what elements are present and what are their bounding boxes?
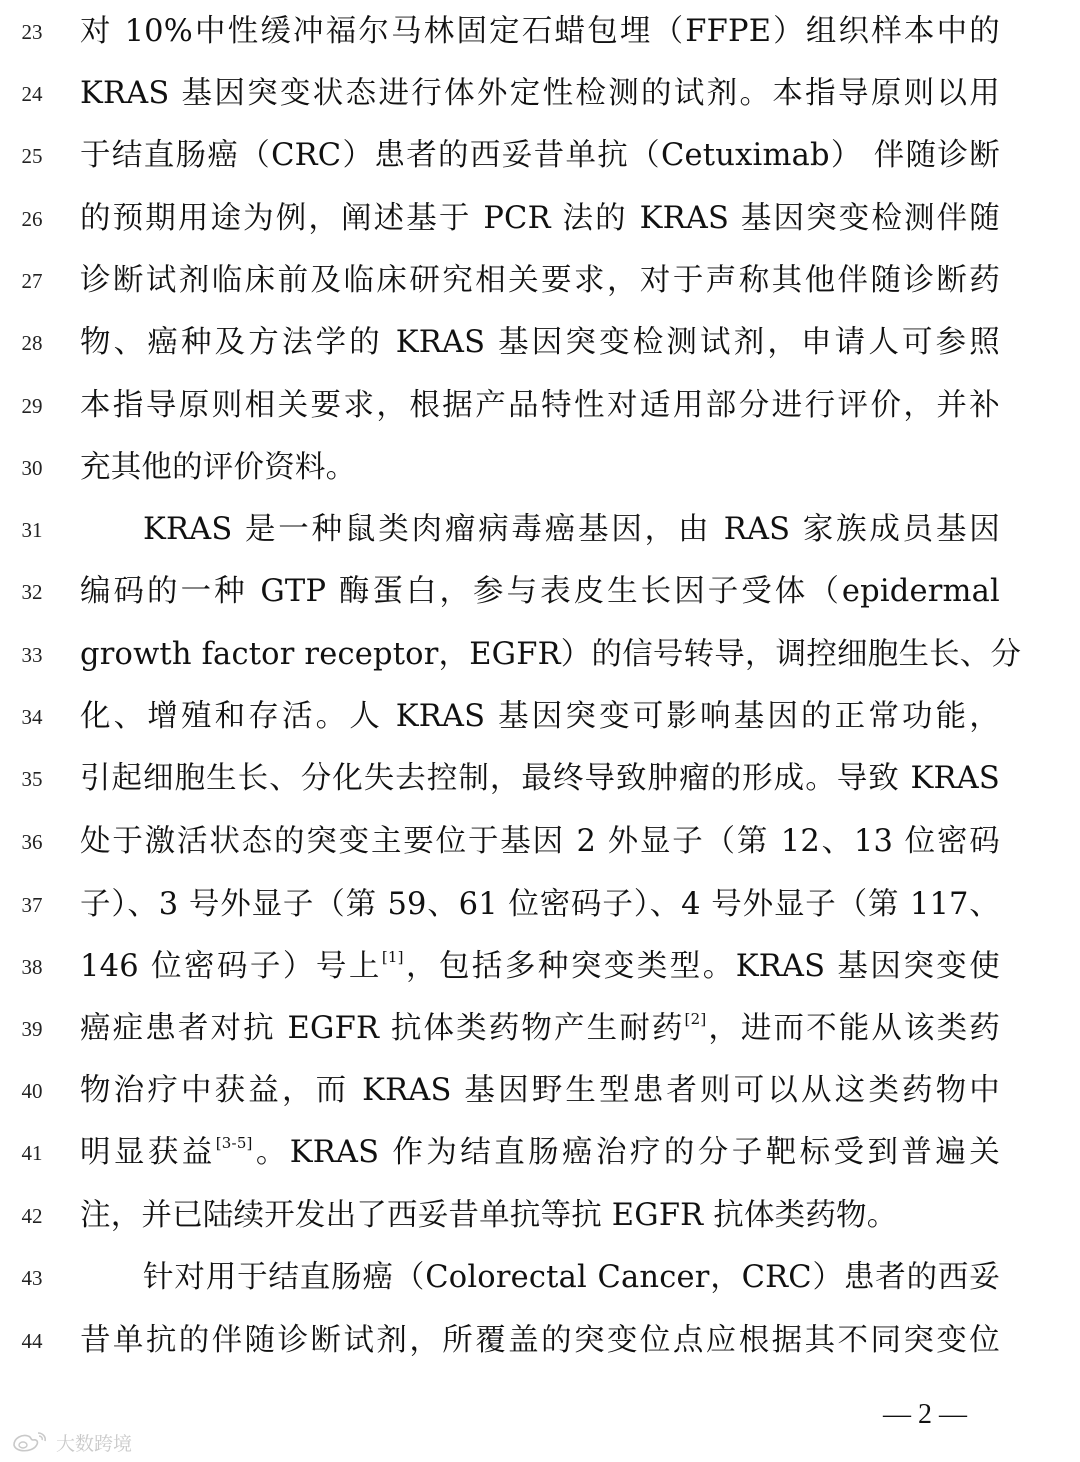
line-number: 35 (21, 767, 43, 791)
line-text: growth factor receptor，EGFR）的信号转导，调控细胞生长、分 (80, 637, 1022, 672)
line-text-part: 146 位密码子）号上 (80, 949, 382, 984)
text-line (0, 686, 1080, 748)
citation-ref: [2] (684, 1010, 707, 1028)
citation-ref: [1] (381, 948, 404, 966)
line-number: 29 (21, 394, 43, 418)
line-text: 充其他的评价资料。 (80, 450, 357, 485)
watermark (8, 1426, 132, 1458)
citation-ref: [3-5] (215, 1134, 253, 1152)
line-text: 引起细胞生长、分化失去控制，最终导致肿瘤的形成。导致 KRAS (80, 761, 1000, 796)
line-text: 的预期用途为例，阐述基于 PCR 法的 KRAS 基因突变检测伴随 (80, 201, 1000, 236)
line-number: 43 (21, 1266, 43, 1290)
text-line (0, 1060, 1080, 1122)
line-text: 注，并已陆续开发出了西妥昔单抗等抗 EGFR 抗体类药物。 (80, 1198, 898, 1233)
line-text: 针对用于结直肠癌（Colorectal Cancer，CRC）患者的西妥 (143, 1260, 1000, 1295)
line-number: 34 (21, 705, 43, 729)
line-number: 24 (21, 82, 43, 106)
text-line (0, 998, 1080, 1060)
watermark-text: 大数跨境 (56, 1432, 133, 1455)
line-text (80, 1122, 1000, 1184)
text-line (0, 624, 1080, 686)
line-number: 37 (21, 893, 43, 917)
line-text (80, 998, 1000, 1060)
text-line (0, 748, 1080, 810)
text-line (0, 1247, 1080, 1309)
text-line (0, 1122, 1080, 1184)
line-text-part: 。KRAS 作为结直肠癌治疗的分子靶标受到普遍关 (252, 1135, 1000, 1170)
line-number: 44 (21, 1329, 43, 1353)
line-text: 物治疗中获益，而 KRAS 基因野生型患者则可以从这类药物中 (80, 1073, 1000, 1108)
line-number: 42 (21, 1204, 43, 1228)
text-line (0, 1, 1080, 63)
line-text: KRAS 基因突变状态进行体外定性检测的试剂。本指导原则以用 (80, 76, 1000, 111)
line-text: 本指导原则相关要求，根据产品特性对适用部分进行评价，并补 (80, 388, 1000, 423)
line-text: 编码的一种 GTP 酶蛋白，参与表皮生长因子受体（epidermal (80, 574, 1000, 609)
line-number: 31 (21, 518, 43, 542)
weibo-logo-icon (8, 1429, 50, 1455)
text-line (0, 1310, 1080, 1372)
text-line (0, 188, 1080, 250)
text-line (0, 811, 1080, 873)
line-text: 于结直肠癌（CRC）患者的西妥昔单抗（Cetuximab） 伴随诊断 (80, 138, 1000, 173)
text-line (0, 437, 1080, 499)
page-number: — 2 — (883, 1399, 967, 1430)
text-line (0, 125, 1080, 187)
line-number: 38 (21, 955, 43, 979)
line-number: 33 (21, 643, 43, 667)
line-number: 23 (21, 20, 43, 44)
line-number: 27 (21, 269, 43, 293)
line-text: KRAS 是一种鼠类肉瘤病毒癌基因，由 RAS 家族成员基因 (143, 512, 1000, 547)
text-line (0, 874, 1080, 936)
line-text: 处于激活状态的突变主要位于基因 2 外显子（第 12、13 位密码 (80, 824, 1000, 859)
line-number: 32 (21, 580, 43, 604)
text-line (0, 375, 1080, 437)
line-text-part: 癌症患者对抗 EGFR 抗体类药物产生耐药 (80, 1011, 685, 1046)
line-text: 子）、3 号外显子（第 59、61 位密码子）、4 号外显子（第 117、 (80, 887, 1000, 922)
line-number: 41 (21, 1141, 43, 1165)
line-number: 40 (21, 1079, 43, 1103)
line-text: 化、增殖和存活。人 KRAS 基因突变可影响基因的正常功能， (80, 699, 1000, 734)
line-text: 诊断试剂临床前及临床研究相关要求，对于声称其他伴随诊断药 (80, 263, 1000, 298)
text-line (0, 1185, 1080, 1247)
line-number: 39 (21, 1017, 43, 1041)
text-line (0, 312, 1080, 374)
line-number: 28 (21, 331, 43, 355)
text-line (0, 63, 1080, 125)
line-number: 26 (21, 207, 43, 231)
line-text-part: 明显获益 (80, 1135, 216, 1170)
text-line (0, 250, 1080, 312)
line-text: 对 10%中性缓冲福尔马林固定石蜡包埋（FFPE）组织样本中的 (80, 14, 1000, 49)
line-number: 36 (21, 830, 43, 854)
text-line (0, 561, 1080, 623)
line-text: 昔单抗的伴随诊断试剂，所覆盖的突变位点应根据其不同突变位 (80, 1323, 1000, 1358)
line-text (80, 936, 1000, 998)
line-text-part: ，包括多种突变类型。KRAS 基因突变使 (403, 949, 1000, 984)
text-line (0, 499, 1080, 561)
line-number: 25 (21, 144, 43, 168)
line-number: 30 (21, 456, 43, 480)
line-text-part: ，进而不能从该类药 (706, 1011, 1000, 1046)
text-line (0, 936, 1080, 998)
line-text: 物、癌种及方法学的 KRAS 基因突变检测试剂，申请人可参照 (80, 325, 1000, 360)
